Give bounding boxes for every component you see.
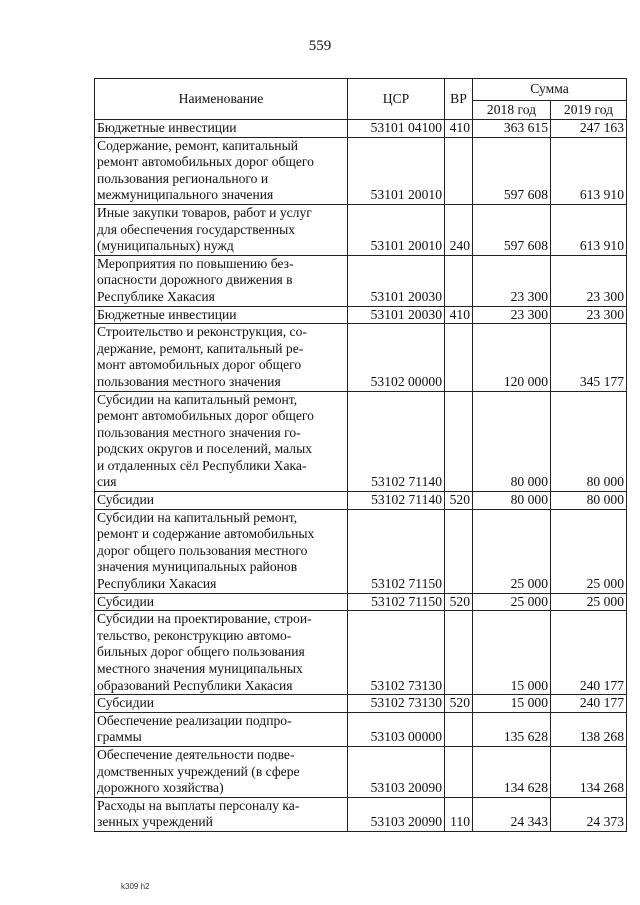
row-sum-2018: 23 300 (473, 306, 551, 324)
table-row (95, 797, 627, 831)
row-sum-2018: 80 000 (473, 391, 551, 492)
row-name-text: Бюджетные инвестиции (97, 306, 237, 322)
row-name-text: Мероприятия по повышению без- опасности дорожного движения в Республике Хакасия (97, 255, 294, 304)
row-csr: 53101 20010 (348, 137, 445, 204)
row-name-text: Иные закупки товаров, работ и услуг для обеспечения государственных (муниципальных) нужд (97, 204, 312, 254)
header-name: Наименование (95, 79, 348, 120)
row-name-text: Строительство и реконструкция, со- держание, ремонт, капитальный ре- монт автомобильных дорог общего пользования местного значения (97, 324, 307, 389)
row-name (95, 797, 348, 831)
row-sum-2019: 23 300 (551, 255, 627, 306)
row-csr: 53101 20010 (348, 204, 445, 255)
table-row (95, 204, 627, 255)
row-name-text: Субсидии на проектирование, строи- тельство, реконструкцию автомо- бильных дорог общего пользования местного значения муниципальных образований Республики Хакасия (97, 611, 312, 693)
row-sum-2019: 247 163 (551, 120, 627, 138)
row-vr: 520 (445, 492, 473, 510)
row-sum-2019: 613 910 (551, 137, 627, 204)
row-name (95, 306, 348, 324)
row-sum-2018: 134 628 (473, 746, 551, 797)
row-vr: 520 (445, 695, 473, 713)
row-sum-2018: 15 000 (473, 695, 551, 713)
row-sum-2018: 23 300 (473, 255, 551, 306)
table-header (95, 79, 627, 120)
row-name (95, 695, 348, 713)
row-vr: 240 (445, 204, 473, 255)
footer-code: k309 h2 (121, 882, 150, 891)
page-number: 559 (308, 38, 332, 54)
row-name-text: Расходы на выплаты персоналу ка- зенных учреждений (97, 797, 300, 830)
header-2019: 2019 год (551, 101, 627, 120)
row-sum-2019: 80 000 (551, 391, 627, 492)
row-sum-2019: 613 910 (551, 204, 627, 255)
row-name (95, 611, 348, 695)
row-vr (445, 391, 473, 492)
row-csr: 53101 04100 (348, 120, 445, 138)
row-sum-2018: 597 608 (473, 137, 551, 204)
row-csr: 53102 71140 (348, 391, 445, 492)
table-row (95, 306, 627, 324)
table-row (95, 324, 627, 391)
row-vr (445, 324, 473, 391)
row-csr: 53103 00000 (348, 712, 445, 746)
row-name (95, 324, 348, 391)
row-csr: 53103 20090 (348, 797, 445, 831)
row-vr: 520 (445, 593, 473, 611)
row-vr: 410 (445, 120, 473, 138)
header-sum: Сумма (473, 79, 627, 101)
row-name-text: Субсидии (97, 593, 155, 609)
row-csr: 53102 00000 (348, 324, 445, 391)
row-sum-2019: 240 177 (551, 695, 627, 713)
row-name-text: Обеспечение реализации подпро- граммы (97, 712, 292, 745)
row-name-text: Бюджетные инвестиции (97, 120, 237, 135)
row-sum-2018: 597 608 (473, 204, 551, 255)
row-sum-2018: 363 615 (473, 120, 551, 138)
row-sum-2018: 25 000 (473, 509, 551, 593)
row-csr: 53101 20030 (348, 255, 445, 306)
row-csr: 53102 73130 (348, 611, 445, 695)
row-vr (445, 255, 473, 306)
table-row (95, 137, 627, 204)
row-sum-2018: 15 000 (473, 611, 551, 695)
row-name-text: Субсидии (97, 695, 155, 711)
table-row (95, 492, 627, 510)
table-row (95, 712, 627, 746)
row-name-text: Субсидии на капитальный ремонт, ремонт автомобильных дорог общего пользования местного значения го- родских округов и поселений, малых и отдаленных сёл Республики Хака- сия (97, 391, 314, 490)
row-csr: 53101 20030 (348, 306, 445, 324)
row-sum-2019: 240 177 (551, 611, 627, 695)
row-name (95, 593, 348, 611)
row-name (95, 509, 348, 593)
row-name (95, 492, 348, 510)
row-csr: 53102 71140 (348, 492, 445, 510)
row-vr (445, 509, 473, 593)
row-sum-2019: 25 000 (551, 593, 627, 611)
table-row (95, 611, 627, 695)
row-sum-2018: 135 628 (473, 712, 551, 746)
table-row (95, 120, 627, 138)
row-name (95, 255, 348, 306)
table-row (95, 509, 627, 593)
table-row (95, 255, 627, 306)
row-sum-2018: 24 343 (473, 797, 551, 831)
row-name (95, 391, 348, 492)
header-csr: ЦСР (348, 79, 445, 120)
row-name (95, 712, 348, 746)
row-vr (445, 611, 473, 695)
row-csr: 53102 73130 (348, 695, 445, 713)
row-sum-2019: 25 000 (551, 509, 627, 593)
table-row (95, 695, 627, 713)
table-body (95, 120, 627, 832)
row-vr: 410 (445, 306, 473, 324)
row-sum-2019: 345 177 (551, 324, 627, 391)
row-vr (445, 712, 473, 746)
row-vr: 110 (445, 797, 473, 831)
row-vr (445, 137, 473, 204)
row-name (95, 120, 348, 138)
row-sum-2018: 80 000 (473, 492, 551, 510)
row-csr: 53102 71150 (348, 509, 445, 593)
row-name (95, 746, 348, 797)
table-row (95, 593, 627, 611)
table-row (95, 746, 627, 797)
row-sum-2018: 25 000 (473, 593, 551, 611)
row-csr: 53103 20090 (348, 746, 445, 797)
row-sum-2019: 138 268 (551, 712, 627, 746)
row-sum-2019: 134 268 (551, 746, 627, 797)
row-name (95, 137, 348, 204)
row-sum-2018: 120 000 (473, 324, 551, 391)
row-name-text: Субсидии на капитальный ремонт, ремонт и содержание автомобильных дорог общего пользования местного значения муниципальных районов Республики Хакасия (97, 509, 315, 592)
row-name (95, 204, 348, 255)
row-sum-2019: 23 300 (551, 306, 627, 324)
header-vr: ВР (445, 79, 473, 120)
row-vr (445, 746, 473, 797)
row-name-text: Субсидии (97, 492, 155, 508)
row-name-text: Обеспечение деятельности подве- домственных учреждений (в сфере дорожного хозяйства) (97, 746, 300, 796)
row-sum-2019: 24 373 (551, 797, 627, 831)
row-csr: 53102 71150 (348, 593, 445, 611)
table-row (95, 391, 627, 492)
row-sum-2019: 80 000 (551, 492, 627, 510)
row-name-text: Содержание, ремонт, капитальный ремонт автомобильных дорог общего пользования регионального и межмуниципального значения (97, 137, 314, 203)
header-2018: 2018 год (473, 101, 551, 120)
budget-table (94, 78, 627, 832)
